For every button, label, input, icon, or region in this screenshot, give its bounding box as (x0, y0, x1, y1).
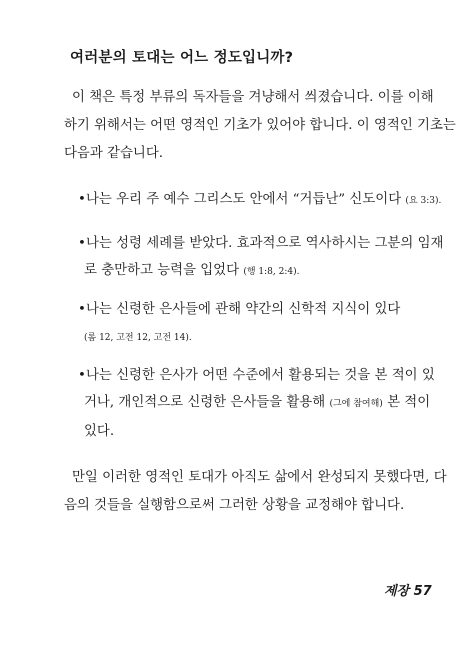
bullet-text: 나는 우리 주 예수 그리스도 안에서 “거듭난” 신도이다 (86, 192, 402, 207)
intro-paragraph (64, 84, 456, 168)
intro-line-3: 다음과 같습니다. (64, 146, 164, 161)
bullet-text: 나는 신령한 은사들에 관해 약간의 신학적 지식이 있다 (86, 302, 401, 317)
bullet-line (78, 257, 418, 286)
bullet-item-gifts-experience (78, 362, 435, 445)
bullet-line (78, 362, 435, 389)
bullet-item-theological-knowledge (78, 296, 418, 352)
bullet-text: 로 충만하고 능력을 입었다 (84, 263, 240, 278)
bullet-marker: • (78, 302, 86, 317)
bullet-line (78, 296, 418, 323)
bullet-text: 나는 성령 세례를 받았다. 효과적으로 역사하시는 그분의 임재 (86, 236, 444, 251)
bullet-text: 나는 신령한 은사가 어떤 수준에서 활용되는 것을 본 적이 있 (86, 368, 435, 383)
bullet-marker: • (78, 368, 86, 383)
scripture-reference: (요 3:3). (405, 196, 442, 206)
scripture-reference: (롬 12, 고전 12, 고전 14). (84, 333, 192, 343)
closing-line-1: 만일 이러한 영적인 토대가 아직도 삶에서 완성되지 못했다면, 다 (72, 470, 447, 485)
bullet-marker: • (78, 192, 86, 207)
closing-paragraph (64, 464, 447, 520)
bullet-line (78, 230, 444, 257)
closing-line-2: 음의 것들을 실행함으로써 그러한 상황을 교정해야 합니다. (64, 498, 405, 513)
scripture-reference: (행 1:8, 2:4). (243, 267, 300, 277)
parenthetical-note: (그에 참여해) (329, 399, 383, 409)
bullet-marker: • (78, 236, 86, 251)
bullet-line (78, 323, 418, 352)
section-heading: 여러분의 토대는 어느 정도입니까? (70, 50, 294, 66)
bullet-item-born-again (78, 186, 442, 215)
bullet-text: 거나, 개인적으로 신령한 은사들을 활용해 (84, 395, 326, 410)
bullet-line (78, 389, 431, 418)
bullet-line (78, 418, 418, 445)
bullet-text: 본 적이 (387, 395, 431, 410)
intro-line-2: 하기 위해서는 어떤 영적인 기초가 있어야 합니다. 이 영적인 기초는 (64, 118, 456, 133)
bullet-item-spirit-baptism (78, 230, 444, 286)
bullet-line (78, 186, 442, 215)
intro-line-1: 이 책은 특정 부류의 독자들을 겨냥해서 씌졌습니다. 이를 이해 (72, 90, 434, 105)
page-number: 제장 57 (384, 584, 432, 599)
bullet-text: 있다. (84, 424, 115, 439)
